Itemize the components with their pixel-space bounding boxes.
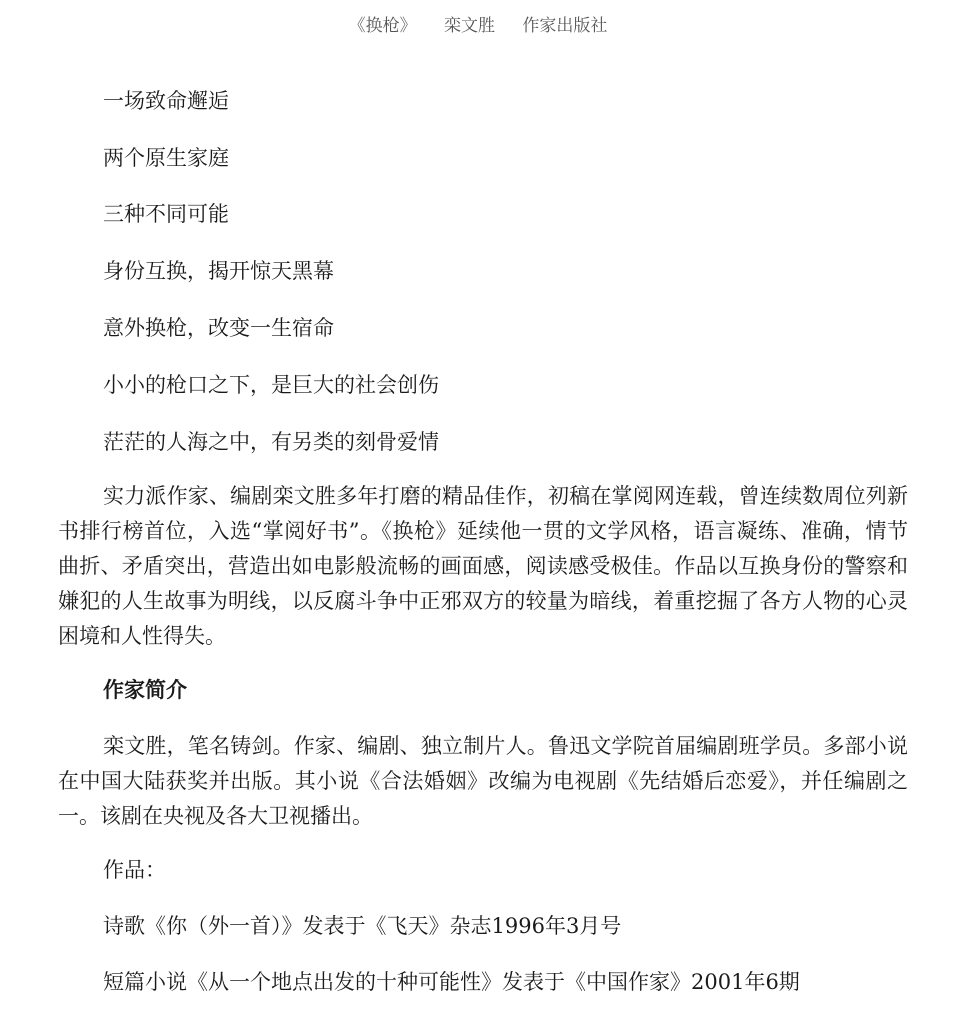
- tagline: 身份互换，揭开惊天黑幕: [103, 259, 334, 283]
- works-item: 短篇小说《从一个地点出发的十种可能性》发表于《中国作家》2001年6期: [103, 970, 800, 994]
- tagline: 一场致命邂逅: [103, 89, 229, 113]
- book-title: 《换枪》: [348, 16, 417, 36]
- page-header: [0, 14, 956, 38]
- works-heading: 作品：: [103, 858, 166, 882]
- author-name: 栾文胜: [444, 16, 495, 36]
- works-item: 诗歌《你（外一首）》发表于《飞天》杂志1996年3月号: [103, 914, 622, 938]
- intro-paragraph: 实力派作家、编剧栾文胜多年打磨的精品佳作，初稿在掌阅网连载，曾连续数周位列新书排行榜首位，入选“掌阅好书”。《换枪》延续他一贯的文学风格，语言凝练、准确，情节曲折、矛盾突出，营造出如电影般流畅的画面感，阅读感受极佳。作品以互换身份的警察和嫌犯的人生故事为明线，以反腐斗争中正邪双方的较量为暗线，着重挖掘了各方人物的心灵困境和人性得失。: [58, 484, 908, 648]
- author-bio-paragraph: 栾文胜，笔名铸剑。作家、编剧、独立制片人。鲁迅文学院首届编剧班学员。多部小说在中国大陆获奖并出版。其小说《合法婚姻》改编为电视剧《先结婚后恋爱》，并任编剧之一。该剧在央视及各大卫视播出。: [58, 734, 908, 828]
- tagline: 两个原生家庭: [103, 146, 229, 170]
- author-section-heading: 作家简介: [103, 677, 187, 702]
- tagline: 小小的枪口之下，是巨大的社会创伤: [103, 373, 439, 397]
- tagline: 意外换枪，改变一生宿命: [103, 316, 334, 340]
- publisher-name: 作家出版社: [522, 16, 608, 36]
- tagline: 三种不同可能: [103, 202, 229, 226]
- tagline: 茫茫的人海之中，有另类的刻骨爱情: [103, 430, 439, 454]
